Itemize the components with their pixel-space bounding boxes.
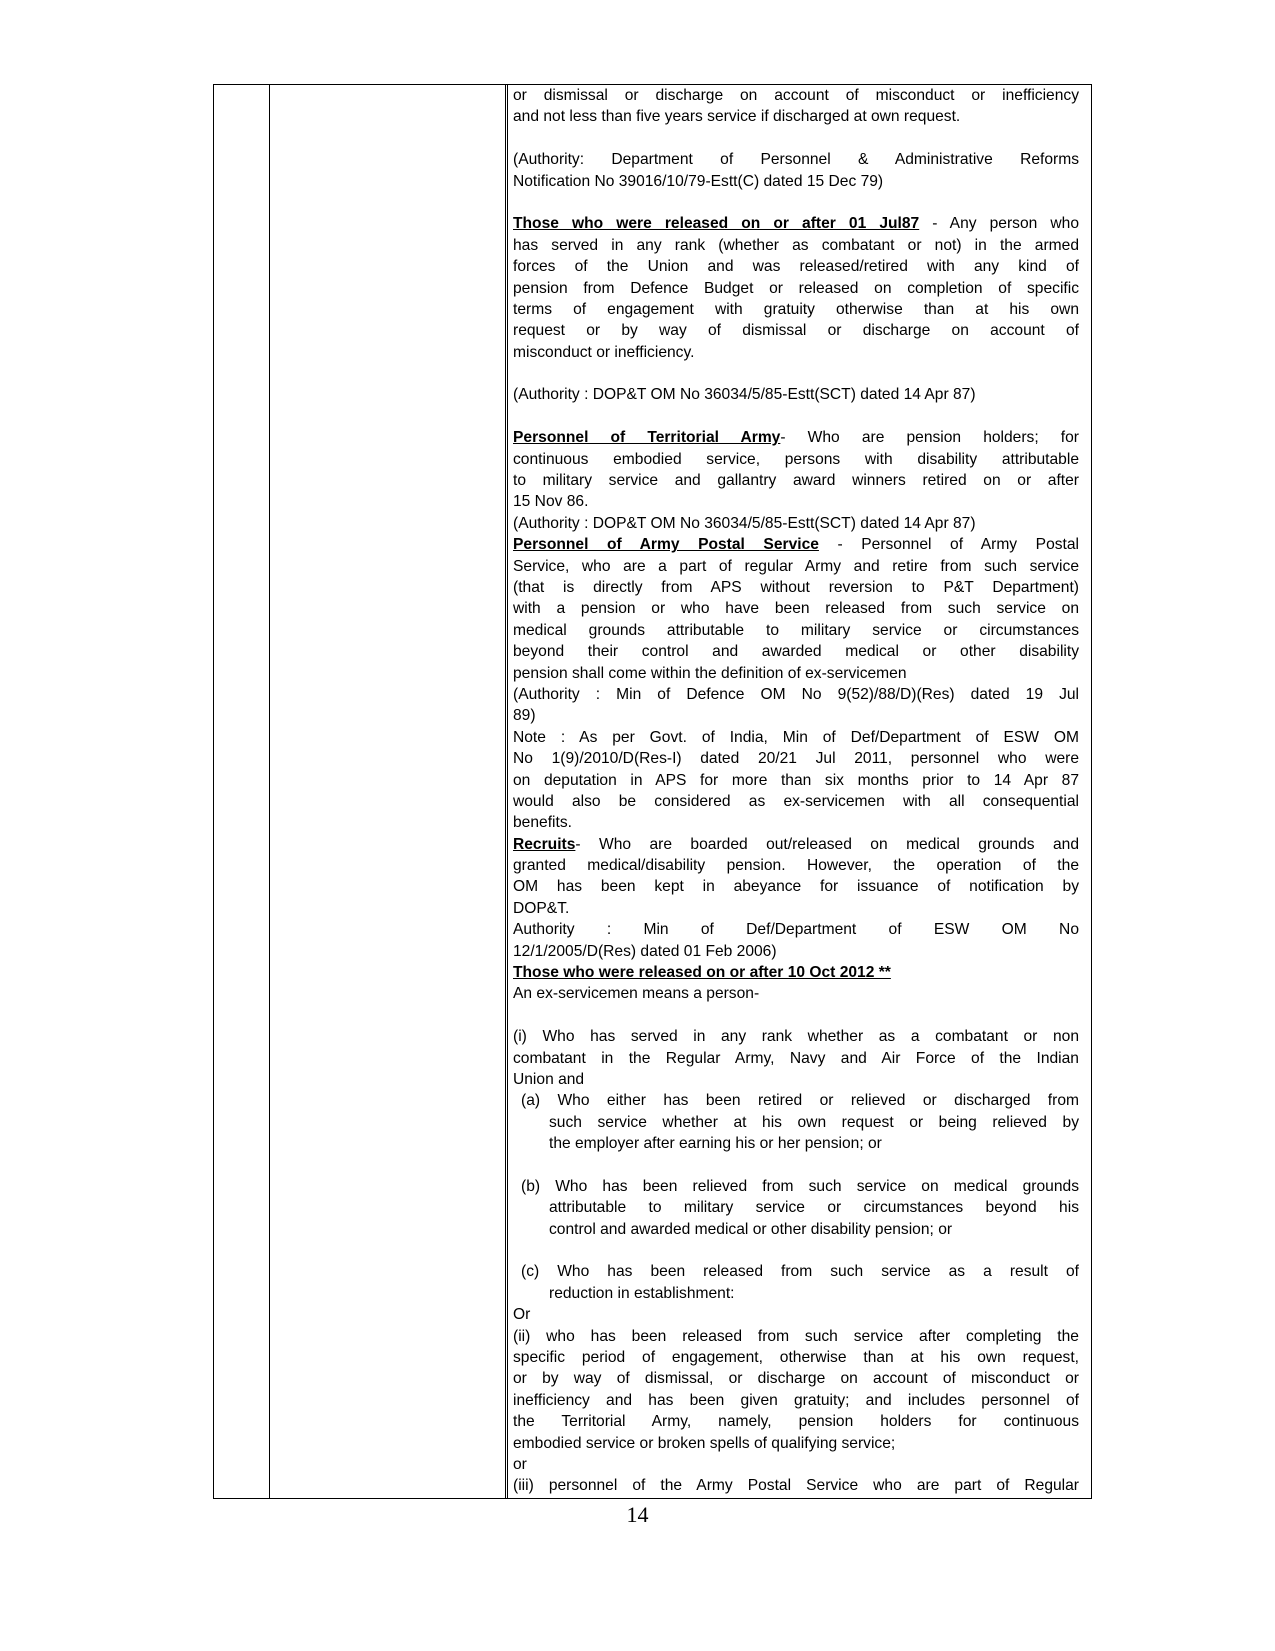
- text-line: [513, 1048, 1079, 1069]
- line-text: - Personnel of Army Postal: [818, 536, 1079, 554]
- line-text: and not less than five years service if discharged at own request.: [513, 108, 961, 126]
- line-text: (b) Who has been relieved from such service on medical grounds: [521, 1177, 1079, 1195]
- line-text: 12/1/2005/D(Res) dated 01 Feb 2006): [513, 942, 777, 960]
- line-text: the employer after earning his or her pension; or: [549, 1135, 882, 1153]
- text-line: [513, 1133, 1079, 1154]
- text-line: [513, 577, 1079, 598]
- line-text: - Any person who: [919, 215, 1079, 233]
- line-text: combatant in the Regular Army, Navy and Air Force of the Indian: [513, 1049, 1079, 1067]
- line-text: or: [513, 1456, 527, 1473]
- text-line: [513, 1112, 1079, 1133]
- line-text: or by way of dismissal, or discharge on account of misconduct or: [513, 1370, 1079, 1388]
- line-text: attributable to military service or circumstances beyond his: [549, 1199, 1079, 1217]
- text-line: [513, 556, 1079, 577]
- line-text: terms of engagement with gratuity otherwise than at his own: [513, 300, 1079, 318]
- line-text: - Who are pension holders; for: [780, 429, 1079, 447]
- line-text: misconduct or inefficiency.: [513, 343, 695, 361]
- content-table: [213, 84, 1092, 1499]
- blank-line: [513, 1005, 1079, 1026]
- text-line: [513, 213, 1079, 234]
- text-line: [513, 1347, 1079, 1368]
- text-line: [513, 876, 1079, 897]
- line-text: (Authority : Min of Defence OM No 9(52)/88/D)(Res) dated 19 Jul: [513, 685, 1079, 703]
- text-line: [513, 1261, 1079, 1282]
- text-line: [513, 834, 1079, 855]
- line-text: DOP&T.: [513, 899, 570, 917]
- text-line: [513, 770, 1079, 791]
- line-text: (Authority: Department of Personnel & Administrative Reforms: [513, 151, 1079, 169]
- line-text: (iii) personnel of the Army Postal Service who are part of Regular: [513, 1477, 1079, 1495]
- text-line: [513, 1368, 1079, 1389]
- text-line: [513, 983, 1079, 1004]
- text-line: [513, 962, 1079, 983]
- line-text: would also be considered as ex-servicemen with all consequential: [513, 792, 1079, 810]
- text-line: [513, 1304, 1079, 1325]
- section-heading: Recruits: [513, 835, 576, 853]
- text-line: [513, 85, 1079, 106]
- text-line: [513, 299, 1079, 320]
- line-text: embodied service or broken spells of qualifying service;: [513, 1434, 896, 1452]
- text-line: [513, 941, 1079, 962]
- section-heading: Those who were released on or after 10 Oct 2012 **: [513, 964, 891, 982]
- text-line: [513, 534, 1079, 555]
- line-text: inefficiency and has been given gratuity; and includes personnel of: [513, 1391, 1079, 1409]
- line-text: 89): [513, 707, 536, 725]
- text-line: [513, 1433, 1079, 1454]
- line-text: continuous embodied service, persons with disability attributable: [513, 450, 1079, 468]
- line-text: beyond their control and awarded medical or other disability: [513, 643, 1079, 661]
- line-text: has served in any rank (whether as combatant or not) in the armed: [513, 236, 1079, 254]
- text-line: [513, 898, 1079, 919]
- section-heading: Personnel of Territorial Army: [513, 429, 781, 447]
- text-line: [513, 256, 1079, 277]
- blank-line: [513, 406, 1079, 427]
- text-line: [513, 1454, 1079, 1475]
- line-text: on deputation in APS for more than six months prior to 14 Apr 87: [513, 771, 1079, 789]
- text-line: [513, 149, 1079, 170]
- text-column-cell: [513, 85, 1079, 1498]
- text-line: [513, 812, 1079, 833]
- section-heading: Those who were released on or after 01 Jul87: [513, 215, 920, 233]
- line-text: or dismissal or discharge on account of misconduct or inefficiency: [513, 87, 1079, 104]
- text-line: [513, 491, 1079, 512]
- line-text: (that is directly from APS without reversion to P&T Department): [513, 578, 1079, 596]
- line-text: forces of the Union and was released/retired with any kind of: [513, 258, 1079, 276]
- line-text: benefits.: [513, 814, 572, 832]
- line-text: Union and: [513, 1070, 585, 1088]
- text-line: [513, 598, 1079, 619]
- line-text: such service whether at his own request or being relieved by: [549, 1113, 1079, 1131]
- text-line: [513, 513, 1079, 534]
- line-text: 15 Nov 86.: [513, 493, 589, 511]
- text-line: [513, 791, 1079, 812]
- text-line: [513, 748, 1079, 769]
- text-line: [513, 855, 1079, 876]
- text-line: [513, 235, 1079, 256]
- line-text: (ii) who has been released from such service after completing the: [513, 1327, 1079, 1345]
- text-line: [513, 684, 1079, 705]
- text-line: [513, 1026, 1079, 1047]
- text-line: [513, 641, 1079, 662]
- text-line: [513, 171, 1079, 192]
- text-line: [513, 727, 1079, 748]
- line-text: Note : As per Govt. of India, Min of Def/Department of ESW OM: [513, 728, 1079, 746]
- text-line: [513, 427, 1079, 448]
- line-text: OM has been kept in abeyance for issuance of notification by: [513, 878, 1079, 896]
- line-text: (i) Who has served in any rank whether as a combatant or non: [513, 1028, 1079, 1046]
- line-text: Notification No 39016/10/79-Estt(C) dated 15 Dec 79): [513, 172, 884, 190]
- line-text: - Who are boarded out/released on medical grounds and: [575, 835, 1079, 853]
- text-line: [513, 449, 1079, 470]
- line-text: No 1(9)/2010/D(Res-I) dated 20/21 Jul 2011, personnel who were: [513, 750, 1079, 768]
- column-divider: [505, 85, 506, 1498]
- text-line: [513, 620, 1079, 641]
- text-line: [513, 663, 1079, 684]
- line-text: (a) Who either has been retired or relieved or discharged from: [521, 1092, 1079, 1110]
- line-text: Service, who are a part of regular Army and retire from such service: [513, 557, 1079, 575]
- blank-line: [513, 363, 1079, 384]
- line-text: granted medical/disability pension. However, the operation of the: [513, 857, 1079, 875]
- text-line: [513, 705, 1079, 726]
- section-heading: Personnel of Army Postal Service: [513, 536, 819, 554]
- text-line: [513, 278, 1079, 299]
- blank-line: [513, 128, 1079, 149]
- page-number: 14: [626, 1502, 649, 1527]
- line-text: request or by way of dismissal or discharge on account of: [513, 322, 1079, 340]
- text-line: [513, 320, 1079, 341]
- text-line: [513, 384, 1079, 405]
- text-line: [513, 1283, 1079, 1304]
- text-line: [513, 470, 1079, 491]
- line-text: with a pension or who have been released from such service on: [513, 600, 1079, 618]
- line-text: specific period of engagement, otherwise than at his own request,: [513, 1349, 1079, 1367]
- blank-line: [513, 1155, 1079, 1176]
- line-text: (Authority : DOP&T OM No 36034/5/85-Estt(SCT) dated 14 Apr 87): [513, 514, 976, 532]
- blank-line: [513, 192, 1079, 213]
- text-line: [513, 342, 1079, 363]
- line-text: pension shall come within the definition of ex-servicemen: [513, 664, 907, 682]
- line-text: control and awarded medical or other disability pension; or: [549, 1220, 953, 1238]
- text-line: [513, 1390, 1079, 1411]
- line-text: medical grounds attributable to military service or circumstances: [513, 621, 1079, 639]
- text-line: [513, 919, 1079, 940]
- column-divider: [269, 85, 270, 1498]
- line-text: (Authority : DOP&T OM No 36034/5/85-Estt(SCT) dated 14 Apr 87): [513, 386, 976, 404]
- line-text: An ex-servicemen means a person-: [513, 985, 760, 1003]
- line-text: pension from Defence Budget or released on completion of specific: [513, 279, 1079, 297]
- text-line: [513, 1411, 1079, 1432]
- line-text: reduction in establishment:: [549, 1284, 735, 1302]
- text-line: [513, 1326, 1079, 1347]
- column-divider: [507, 85, 508, 1498]
- line-text: Authority : Min of Def/Department of ESW OM No: [513, 921, 1079, 939]
- text-line: [513, 1219, 1079, 1240]
- line-text: Or: [513, 1306, 531, 1324]
- text-line: [513, 1090, 1079, 1111]
- line-text: (c) Who has been released from such service as a result of: [521, 1263, 1079, 1281]
- line-text: the Territorial Army, namely, pension holders for continuous: [513, 1413, 1079, 1431]
- text-line: [513, 106, 1079, 127]
- blank-line: [513, 1240, 1079, 1261]
- line-text: to military service and gallantry award winners retired on or after: [513, 472, 1079, 490]
- text-line: [513, 1475, 1079, 1496]
- text-line: [513, 1069, 1079, 1090]
- text-line: [513, 1197, 1079, 1218]
- text-line: [513, 1176, 1079, 1197]
